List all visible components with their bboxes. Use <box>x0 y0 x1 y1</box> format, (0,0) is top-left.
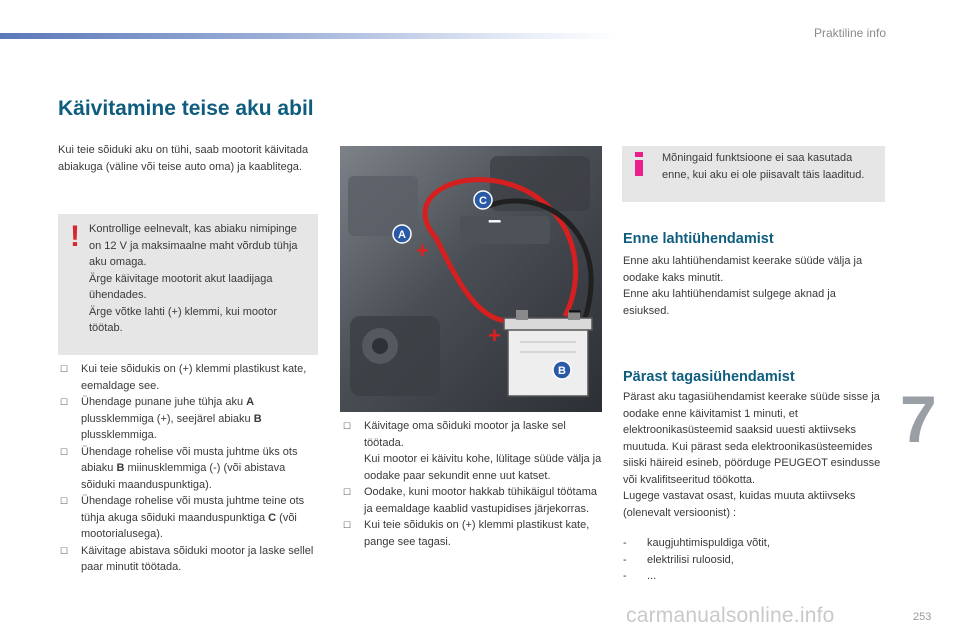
list-item: - kaugjuhtimispuldiga võtit, <box>623 537 770 549</box>
list-item: - elektrilisi ruloosid, <box>623 553 734 566</box>
step-item: ☐ Kui teie sõidukis on (+) klemmi plastikust kate, eemaldage see. <box>60 363 307 392</box>
info-box <box>622 146 885 202</box>
bullet-icon: ☐ <box>60 446 69 457</box>
info-text: Mõningaid funktsioone ei saa kasutada enne, kui aku ei ole piisavalt täis laaditud. <box>662 152 865 181</box>
intro-paragraph: Kui teie sõiduki aku on tühi, saab mootorit käivitada abiakuga (väline või teise auto oma) ja kaablitega. <box>58 144 309 173</box>
negative-sign: – <box>488 207 502 234</box>
step-item: ☐ Käivitage abistava sõiduki mootor ja laske sellel paar minutit töötada. <box>60 544 314 573</box>
step-item: ☐ Ühendage punane juhe tühja aku A plussklemmiga (+), seejärel abiaku B plussklemmiga. <box>60 396 262 441</box>
connection-steps <box>60 361 322 576</box>
bullet-icon: ☐ <box>60 496 69 506</box>
start-steps <box>343 418 605 550</box>
reconnect-heading: Pärast tagasiühendamist <box>623 369 795 385</box>
warning-line: Ärge võtke lahti (+) klemmi, kui mootor töötab. <box>89 305 277 334</box>
step-item: ☐ Kui teie sõidukis on (+) klemmi plastikust kate, pange see tagasi. <box>343 519 590 548</box>
exclamation-icon: ! <box>70 220 80 253</box>
bullet-icon: ☐ <box>343 421 352 431</box>
watermark: carmanualsonline.info <box>626 604 835 627</box>
marker-c-label: C <box>479 195 487 207</box>
page-title: Käivitamine teise aku abil <box>58 97 314 120</box>
disconnect-text <box>623 253 885 319</box>
header-gradient-bar <box>0 33 620 39</box>
disconnect-heading: Enne lahtiühendamist <box>623 231 774 247</box>
warning-text <box>89 221 311 337</box>
info-icon <box>632 148 646 178</box>
chapter-number: 7 <box>900 382 937 456</box>
page-number: 253 <box>913 611 932 623</box>
disconnect-line: Enne aku lahtiühendamist keerake süüde välja ja oodake kaks minutit. <box>623 255 863 284</box>
bullet-icon: ☐ <box>60 545 69 556</box>
jump-start-illustration <box>340 146 602 412</box>
step-item: ☐ Ühendage rohelise või musta juhtme üks ots abiaku B miinusklemmiga (-) (või abistava sõiduki maanduspunktiga). <box>60 445 298 491</box>
step-item: ☐ Oodake, kuni mootor hakkab tühikäigul töötama ja eemaldage kaablid vastupidises järjekorras. <box>343 486 597 515</box>
marker-a-label: A <box>398 229 406 241</box>
disconnect-line: Enne aku lahtiühendamist sulgege aknad ja esiuksed. <box>623 288 836 317</box>
positive-sign: + <box>416 238 429 263</box>
warning-box <box>58 214 318 355</box>
list-item: - ... <box>623 570 657 582</box>
bullet-icon: ☐ <box>60 364 69 374</box>
warning-line: Kontrollige eelnevalt, kas abiaku nimipinge on 12 V ja maksimaalne maht võrdub tühja aku omaga. <box>89 223 298 268</box>
marker-b-label: B <box>558 365 566 377</box>
reconnect-line: Pärast aku tagasiühendamist keerake süüde sisse ja oodake enne käivitamist 1 minuti, et elektroonikasüsteemid saaksid uuesti aktiivseks muutuda. Kui pärast seda elektroonikasüsteemides siiski häireid esineb, pöörduge PEUGEOT esindusse või kvalifitseeritud töökotta. <box>623 391 881 486</box>
section-name: Praktiline info <box>813 26 886 40</box>
step-item: ☐ Käivitage oma sõiduki mootor ja laske sel töötada. Kui mootor ei käivitu kohe, lülitage süüde välja ja oodake paar sekundit enne uut katset. <box>343 420 602 482</box>
bullet-icon: ☐ <box>343 487 352 497</box>
positive-sign: + <box>488 323 501 348</box>
step-item: ☐ Ühendage rohelise või musta juhtme teine ots tühja akuga sõiduki maanduspunktiga C (või mootorialusega). <box>60 495 305 540</box>
warning-line: Ärge käivitage mootorit akut laadijaga ühendades. <box>89 272 273 301</box>
bullet-icon: ☐ <box>343 520 352 530</box>
negative-sign: – <box>568 297 582 324</box>
reconnect-text <box>623 389 885 521</box>
reconnect-line: Lugege vastavat osast, kuidas muuta aktiivseks (olenevalt versioonist) : <box>623 490 856 519</box>
reconnect-items <box>623 535 770 585</box>
bullet-icon: ☐ <box>60 397 69 407</box>
